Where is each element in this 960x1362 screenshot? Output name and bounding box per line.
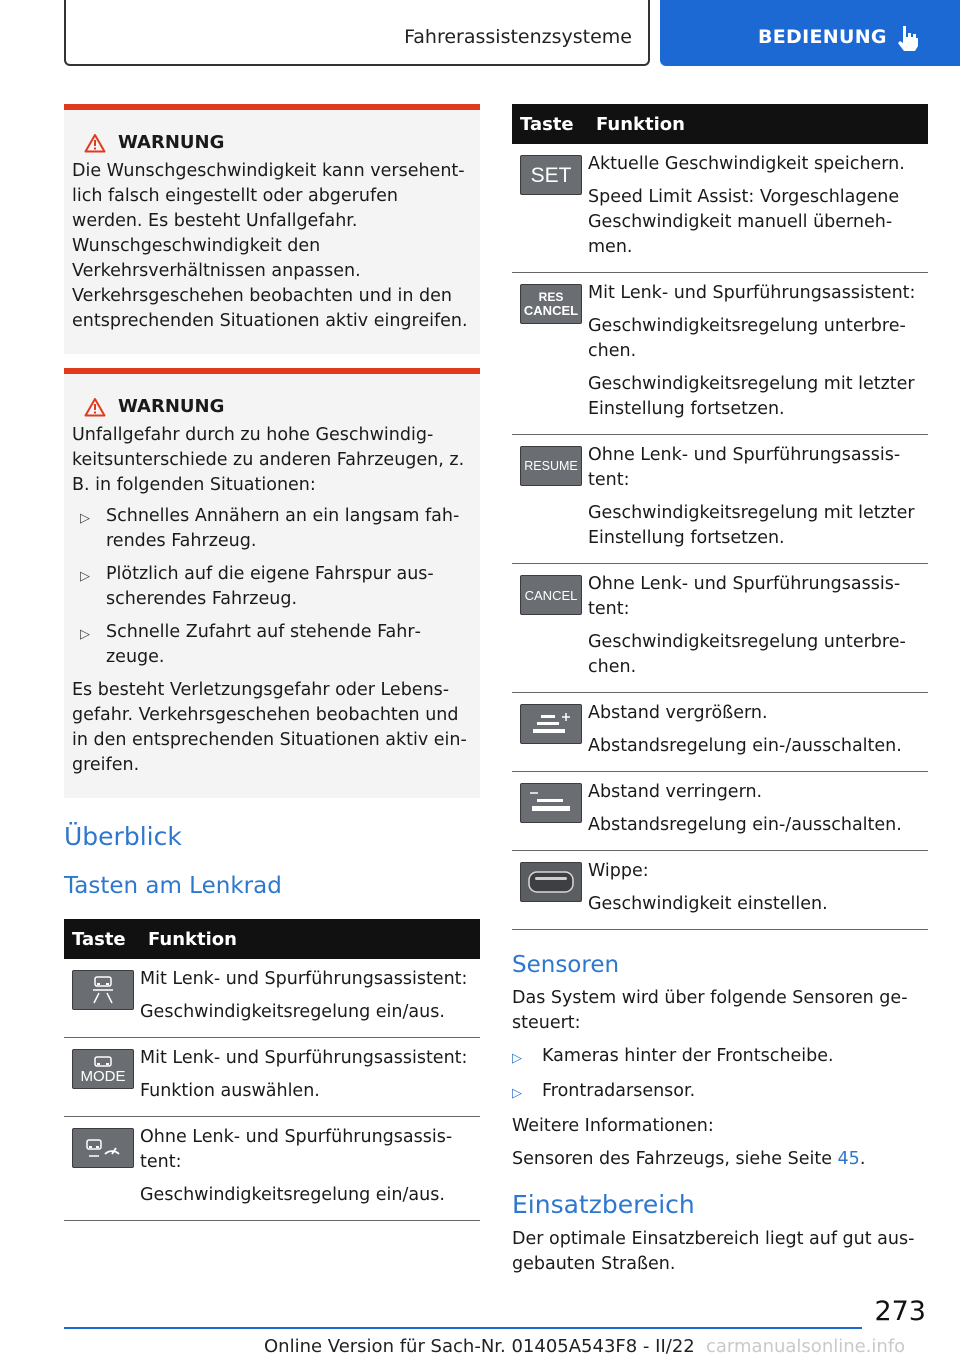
set-key-icon: SET xyxy=(520,155,582,195)
table-row: Wippe: Geschwindigkeit einstellen. xyxy=(512,851,928,930)
warning-box-1 xyxy=(64,104,480,354)
sensors-reference: Sensoren des Fahrzeugs, siehe Seite 45. xyxy=(512,1149,866,1169)
steering-assist-icon xyxy=(72,970,134,1010)
more-info-label: Weitere Informationen: xyxy=(512,1116,714,1136)
cancel-key-icon: CANCEL xyxy=(520,575,582,615)
page-reference-link[interactable]: 45 xyxy=(837,1149,860,1169)
warning-triangle-icon xyxy=(84,397,106,417)
bullet-triangle-icon: ▷ xyxy=(512,1086,522,1101)
warning-text: Die Wunschgeschwindigkeit kann versehentlich falsch eingestellt oder abgerufen werden. Es besteht Unfallgefahr. Wunschgeschwindigkeit den Verkehrsverhältnissen anpassen. Verkehrsgeschehen beobachten und in den entsprechenden Situationen aktiv eingreifen. xyxy=(72,161,468,331)
bullet-triangle-icon: ▷ xyxy=(80,511,90,526)
bullet-triangle-icon: ▷ xyxy=(80,569,90,584)
table-row: MODE Mit Lenk- und Spurführungsassistent: Funktion auswählen. xyxy=(64,1038,480,1117)
right-column xyxy=(512,104,928,1277)
speed-control-icon xyxy=(72,1128,134,1168)
warning-list xyxy=(72,504,472,670)
column-header-key: Taste xyxy=(64,919,140,959)
rocker-switch-icon xyxy=(520,862,582,902)
sensors-intro: Das System wird über folgende Sensoren gesteuert: xyxy=(512,988,908,1033)
list-item: ▷ Schnelle Zufahrt auf stehende Fahrzeuge. xyxy=(72,620,472,670)
page-number: 273 xyxy=(874,1296,926,1327)
table-row: RES CANCEL Mit Lenk- und Spurführungsassistent: Geschwindigkeitsregelung unterbrechen. Geschwindigkeitsregelung mit letzter Einstellung fortsetzen. xyxy=(512,273,928,435)
column-header-function: Funktion xyxy=(588,104,928,144)
table-row: CANCEL Ohne Lenk- und Spurführungsassistent: Geschwindigkeitsregelung unterbrechen. xyxy=(512,564,928,693)
list-item: ▷ Schnelles Annähern an ein langsam fahrendes Fahrzeug. xyxy=(72,504,472,554)
warning-title-text: WARNUNG xyxy=(118,396,225,417)
table-row: Mit Lenk- und Spurführungsassistent: Geschwindigkeitsregelung ein/aus. xyxy=(64,959,480,1038)
usage-heading: Einsatzbereich xyxy=(512,1190,695,1219)
list-item: ▷ Kameras hinter der Frontscheibe. xyxy=(512,1044,928,1071)
column-header-key: Taste xyxy=(512,104,588,144)
table-header-row xyxy=(64,919,480,959)
warning-title xyxy=(84,396,472,417)
header-section-title: Fahrerassistenzsysteme xyxy=(404,26,632,48)
header-chapter-tab xyxy=(660,0,960,66)
column-header-function: Funktion xyxy=(140,919,480,959)
table-row: RESUME Ohne Lenk- und Spurführungsassistent: Geschwindigkeitsregelung mit letzter Einstellung fortsetzen. xyxy=(512,435,928,564)
warning-outro: Es besteht Verletzungsgefahr oder Lebensgefahr. Verkehrsgeschehen beobachten und in den entsprechenden Situationen aktiv eingreifen. xyxy=(72,680,467,775)
table-row: Abstand verringern. Abstandsregelung ein-/ausschalten. xyxy=(512,772,928,851)
resume-key-icon: RESUME xyxy=(520,446,582,486)
table-row: Abstand vergrößern. Abstandsregelung ein-/ausschalten. xyxy=(512,693,928,772)
list-item: ▷ Frontradarsensor. xyxy=(512,1079,928,1106)
header-chapter-title: BEDIENUNG xyxy=(758,26,887,48)
speed-buttons-table xyxy=(512,104,928,930)
warning-box-2 xyxy=(64,368,480,798)
warning-triangle-icon xyxy=(84,133,106,153)
res-cancel-key-icon: RES CANCEL xyxy=(520,284,582,324)
steering-buttons-heading: Tasten am Lenkrad xyxy=(64,873,282,899)
list-item: ▷ Plötzlich auf die eigene Fahrspur ausscherendes Fahrzeug. xyxy=(72,562,472,612)
bullet-triangle-icon: ▷ xyxy=(80,627,90,642)
distance-increase-icon xyxy=(520,704,582,744)
usage-text: Der optimale Einsatzbereich liegt auf gut ausgebauten Straßen. xyxy=(512,1229,915,1274)
left-column xyxy=(64,104,480,1221)
sensors-heading: Sensoren xyxy=(512,952,620,978)
warning-title xyxy=(84,132,472,153)
steering-buttons-table xyxy=(64,919,480,1221)
footer-divider xyxy=(64,1327,862,1329)
table-header-row xyxy=(512,104,928,144)
distance-decrease-icon xyxy=(520,783,582,823)
pointing-hand-icon xyxy=(895,24,921,52)
bullet-triangle-icon: ▷ xyxy=(512,1051,522,1066)
overview-heading: Überblick xyxy=(64,822,182,851)
table-row: SET Aktuelle Geschwindigkeit speichern. Speed Limit Assist: Vorgeschlagene Geschwindigkeit manuell übernehmen. xyxy=(512,144,928,273)
warning-intro: Unfallgefahr durch zu hohe Geschwindigkeitsunterschiede zu anderen Fahrzeugen, z. B. in folgenden Situationen: xyxy=(72,425,465,495)
header-section-tab xyxy=(64,0,650,66)
sensors-list xyxy=(512,1044,928,1106)
watermark: carmanualsonline.info xyxy=(706,1336,906,1357)
warning-title-text: WARNUNG xyxy=(118,132,225,153)
mode-icon: MODE xyxy=(72,1049,134,1089)
table-row: Ohne Lenk- und Spurführungsassistent: Geschwindigkeitsregelung ein/aus. xyxy=(64,1117,480,1221)
footer-version: Online Version für Sach-Nr. 01405A543F8 - II/22 xyxy=(264,1336,695,1357)
